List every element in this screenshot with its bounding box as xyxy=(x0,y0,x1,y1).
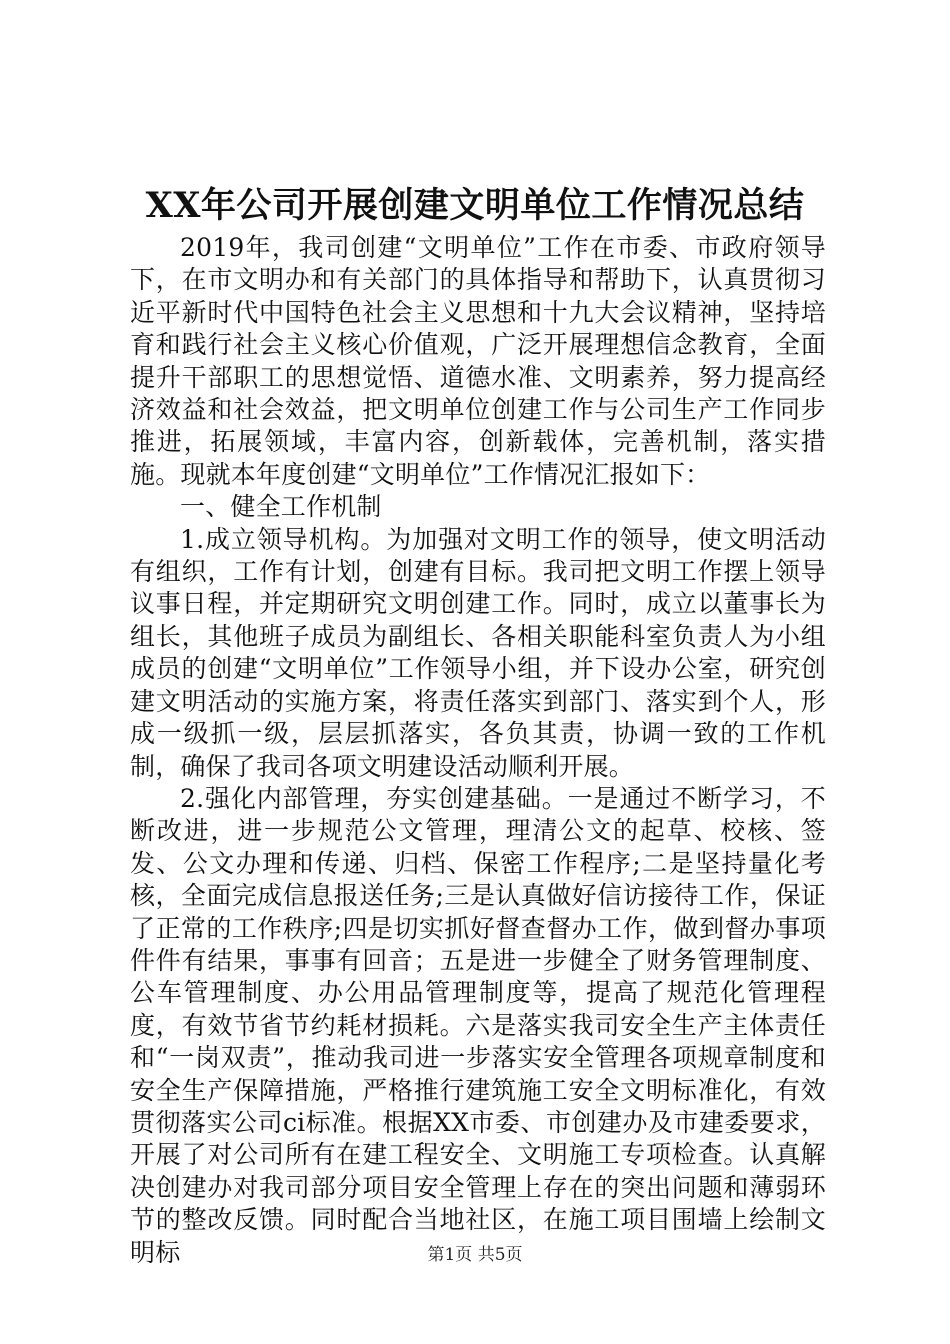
document-body xyxy=(130,232,826,1269)
paragraph-intro: 2019年，我司创建“文明单位”工作在市委、市政府领导下，在市文明办和有关部门的具体指导和帮助下，认真贯彻习近平新时代中国特色社会主义思想和十九大会议精神，坚持培育和践行社会主义核心价值观，广泛开展理想信念教育，全面提升干部职工的思想觉悟、道德水准、文明素养，努力提高经济效益和社会效益，把文明单位创建工作与公司生产工作同步推进，拓展领域，丰富内容，创新载体，完善机制，落实措施。现就本年度创建“文明单位”工作情况汇报如下： xyxy=(130,233,826,489)
section-heading-1: 一、健全工作机制 xyxy=(180,492,382,522)
page-footer: 第1页 共5页 xyxy=(427,1245,523,1265)
document-title: XX年公司开展创建文明单位工作情况总结 xyxy=(145,185,805,226)
paragraph-management: 2.强化内部管理，夯实创建基础。一是通过不断学习，不断改进，进一步规范公文管理，理清公文的起草、校核、签发、公文办理和传递、归档、保密工作程序;二是坚持量化考核，全面完成信息报送任务;三是认真做好信访接待工作，保证了正常的工作秩序;四是切实抓好督查督办工作，做到督办事项件件有结果，事事有回音；五是进一步健全了财务管理制度、公车管理制度、办公用品管理制度等，提高了规范化管理程度，有效节省节约耗材损耗。六是落实我司安全生产主体责任和“一岗双责”，推动我司进一步落实安全管理各项规章制度和安全生产保障措施，严格推行建筑施工安全文明标准化，有效贯彻落实公司ci标准。根据XX市委、市创建办及市建委要求，开展了对公司所有在建工程安全、文明施工专项检查。认真解决创建办对我司部分项目安全管理上存在的突出问题和薄弱环节的整改反馈。同时配合当地社区，在施工项目围墙上绘制文明标 xyxy=(130,783,826,1267)
paragraph-leadership: 1.成立领导机构。为加强对文明工作的领导，使文明活动有组织，工作有计划，创建有目标。我司把文明工作摆上领导议事日程，并定期研究文明创建工作。同时，成立以董事长为组长，其他班子成员为副组长、各相关职能科室负责人为小组成员的创建“文明单位”工作领导小组，并下设办公室，研究创建文明活动的实施方案，将责任落实到部门、落实到个人，形成一级抓一级，层层抓落实，各负其责，协调一致的工作机制，确保了我司各项文明建设活动顺利开展。 xyxy=(130,524,826,781)
